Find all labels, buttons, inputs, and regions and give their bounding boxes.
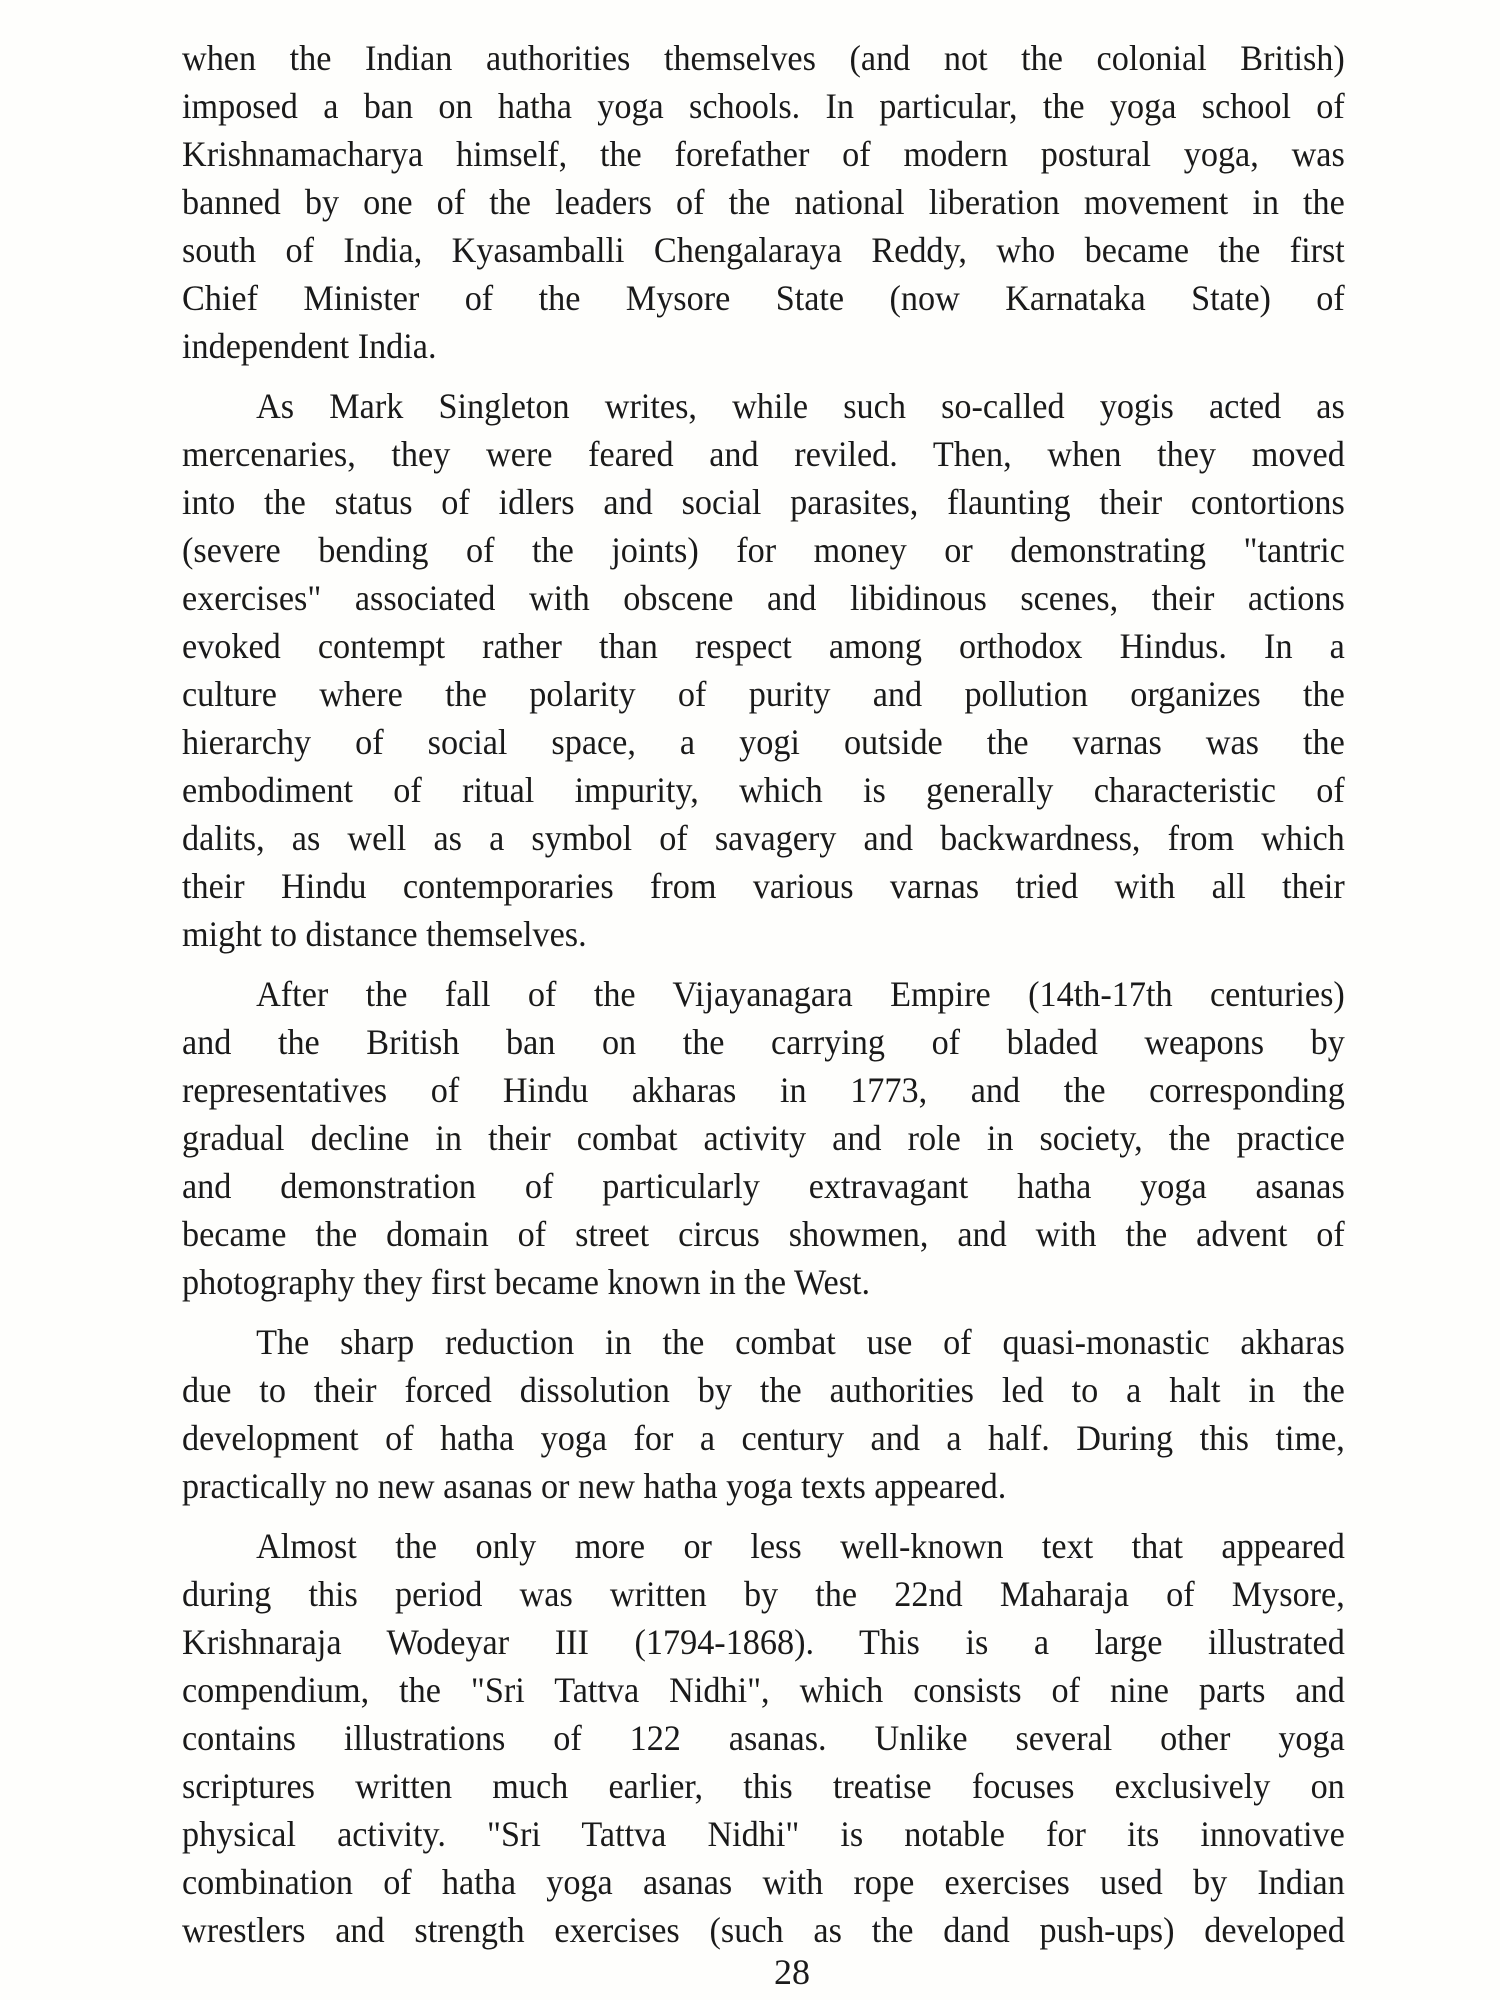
text-line: independent India. — [182, 326, 437, 366]
paragraph — [182, 970, 1345, 1306]
text-line: physical activity. "Sri Tattva Nidhi" is notable for its innovative — [182, 1814, 1345, 1854]
page-body — [182, 34, 1345, 1954]
text-line: embodiment of ritual impurity, which is generally characteristic of — [182, 770, 1345, 810]
text-line: banned by one of the leaders of the national liberation movement in the — [182, 182, 1345, 222]
text-line: scriptures written much earlier, this treatise focuses exclusively on — [182, 1766, 1345, 1806]
text-line: exercises" associated with obscene and libidinous scenes, their actions — [182, 578, 1345, 618]
text-line: After the fall of the Vijayanagara Empire (14th-17th centuries) — [256, 974, 1345, 1014]
paragraph — [182, 1522, 1345, 1954]
text-line: and demonstration of particularly extravagant hatha yoga asanas — [182, 1166, 1345, 1206]
text-line: became the domain of street circus showmen, and with the advent of — [182, 1214, 1345, 1254]
text-line: hierarchy of social space, a yogi outside the varnas was the — [182, 722, 1345, 762]
paragraph — [182, 382, 1345, 958]
text-line: during this period was written by the 22nd Maharaja of Mysore, — [182, 1574, 1345, 1614]
text-line: evoked contempt rather than respect among orthodox Hindus. In a — [182, 626, 1345, 666]
paragraph — [182, 34, 1345, 370]
text-line: Krishnaraja Wodeyar III (1794-1868). This is a large illustrated — [182, 1622, 1345, 1662]
text-line: (severe bending of the joints) for money or demonstrating "tantric — [182, 530, 1345, 570]
text-line: The sharp reduction in the combat use of quasi-monastic akharas — [256, 1322, 1345, 1362]
text-line: when the Indian authorities themselves (and not the colonial British) — [182, 38, 1345, 78]
text-line: As Mark Singleton writes, while such so-called yogis acted as — [256, 386, 1345, 426]
text-line: contains illustrations of 122 asanas. Unlike several other yoga — [182, 1718, 1345, 1758]
text-line: and the British ban on the carrying of bladed weapons by — [182, 1022, 1345, 1062]
text-line: dalits, as well as a symbol of savagery and backwardness, from which — [182, 818, 1345, 858]
text-line: photography they first became known in the West. — [182, 1262, 871, 1302]
paragraph — [182, 1318, 1345, 1510]
page-number: 28 — [774, 1952, 810, 1992]
text-line: Krishnamacharya himself, the forefather of modern postural yoga, was — [182, 134, 1345, 174]
text-line: imposed a ban on hatha yoga schools. In particular, the yoga school of — [182, 86, 1345, 126]
text-line: combination of hatha yoga asanas with rope exercises used by Indian — [182, 1862, 1345, 1902]
text-line: Almost the only more or less well-known text that appeared — [256, 1526, 1345, 1566]
text-line: south of India, Kyasamballi Chengalaraya Reddy, who became the first — [182, 230, 1345, 270]
text-line: due to their forced dissolution by the authorities led to a halt in the — [182, 1370, 1345, 1410]
text-line: into the status of idlers and social parasites, flaunting their contortions — [182, 482, 1345, 522]
text-line: practically no new asanas or new hatha yoga texts appeared. — [182, 1466, 1007, 1506]
text-line: mercenaries, they were feared and reviled. Then, when they moved — [182, 434, 1345, 474]
text-line: Chief Minister of the Mysore State (now Karnataka State) of — [182, 278, 1345, 318]
text-line: compendium, the "Sri Tattva Nidhi", which consists of nine parts and — [182, 1670, 1345, 1710]
text-line: representatives of Hindu akharas in 1773, and the corresponding — [182, 1070, 1345, 1110]
text-line: gradual decline in their combat activity and role in society, the practice — [182, 1118, 1345, 1158]
text-line: development of hatha yoga for a century and a half. During this time, — [182, 1418, 1345, 1458]
text-line: their Hindu contemporaries from various varnas tried with all their — [182, 866, 1345, 906]
text-line: culture where the polarity of purity and pollution organizes the — [182, 674, 1345, 714]
text-line: wrestlers and strength exercises (such as the dand push-ups) developed — [182, 1910, 1345, 1950]
text-line: might to distance themselves. — [182, 914, 587, 954]
